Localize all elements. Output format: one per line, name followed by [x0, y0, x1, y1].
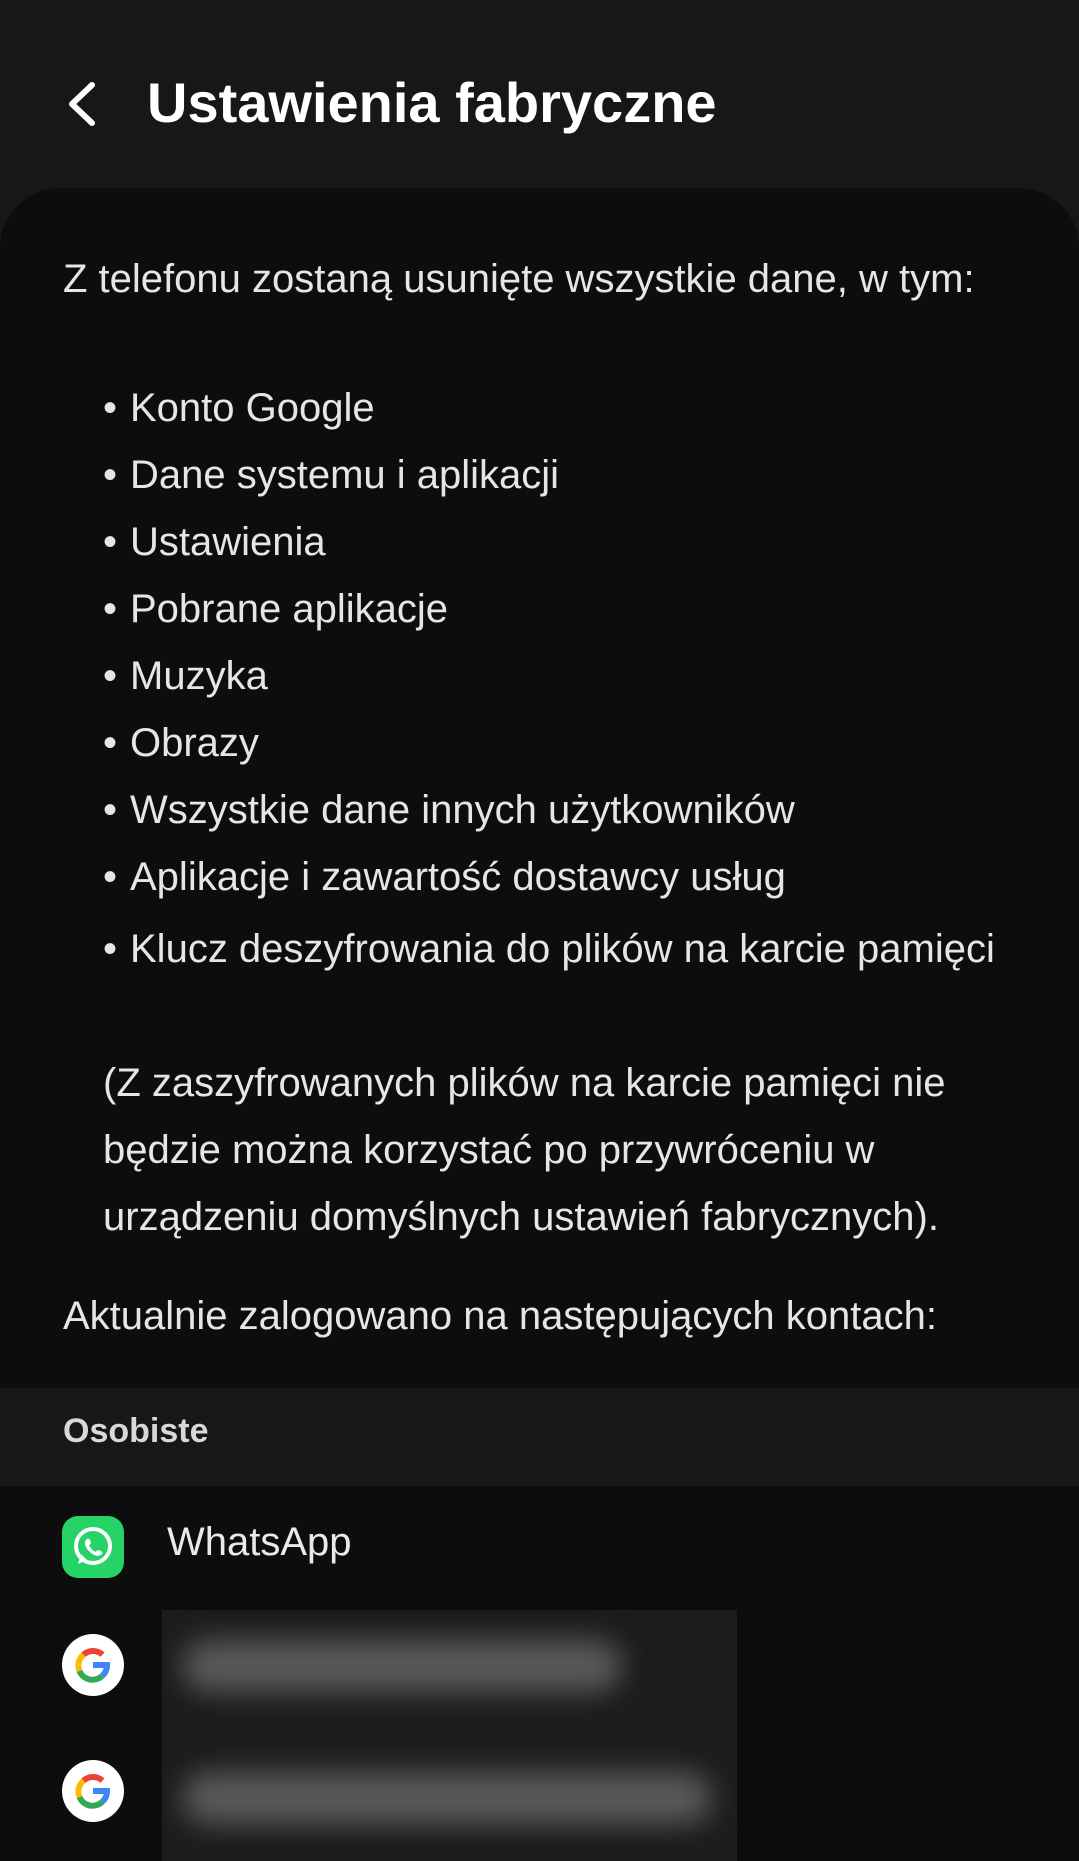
list-item-decryption-key: • Klucz deszyfrowania do plików na karcie pamięci [103, 927, 995, 971]
accounts-list [0, 1486, 1079, 1861]
list-item: • Pobrane aplikacje [103, 587, 448, 631]
list-item: • Konto Google [103, 386, 375, 430]
back-arrow-icon [62, 79, 102, 129]
redacted-account-email [162, 1722, 737, 1861]
section-label: Osobiste [63, 1412, 209, 1450]
list-item: • Obrazy [103, 721, 259, 765]
list-item: • Muzyka [103, 654, 268, 698]
list-item: • Ustawienia [103, 520, 326, 564]
accounts-intro-text: Aktualnie zalogowano na następujących kontach: [63, 1294, 937, 1338]
page-title: Ustawienia fabryczne [147, 71, 717, 134]
back-button[interactable] [52, 72, 112, 136]
deleted-data-list [103, 378, 1023, 914]
section-header-personal [0, 1388, 1079, 1486]
list-item: • Aplikacje i zawartość dostawcy usług [103, 855, 786, 899]
app-bar [0, 0, 1079, 190]
encryption-note: (Z zaszyfrowanych plików na karcie pamięci nie będzie można korzystać po przywróceniu w urządzeniu domyślnych ustawień fabrycznych). [103, 1061, 946, 1239]
intro-text: Z telefonu zostaną usunięte wszystkie dane, w tym: [63, 257, 975, 301]
account-row-whatsapp[interactable] [0, 1486, 1079, 1610]
account-name: WhatsApp [167, 1520, 352, 1564]
redacted-account-email [162, 1610, 737, 1722]
account-row-google[interactable] [0, 1610, 1079, 1734]
account-row-google[interactable] [0, 1734, 1079, 1858]
list-item: • Dane systemu i aplikacji [103, 453, 560, 497]
google-icon [62, 1634, 124, 1696]
list-item: • Wszystkie dane innych użytkowników [103, 788, 795, 832]
whatsapp-icon [62, 1516, 124, 1578]
google-icon [62, 1760, 124, 1822]
